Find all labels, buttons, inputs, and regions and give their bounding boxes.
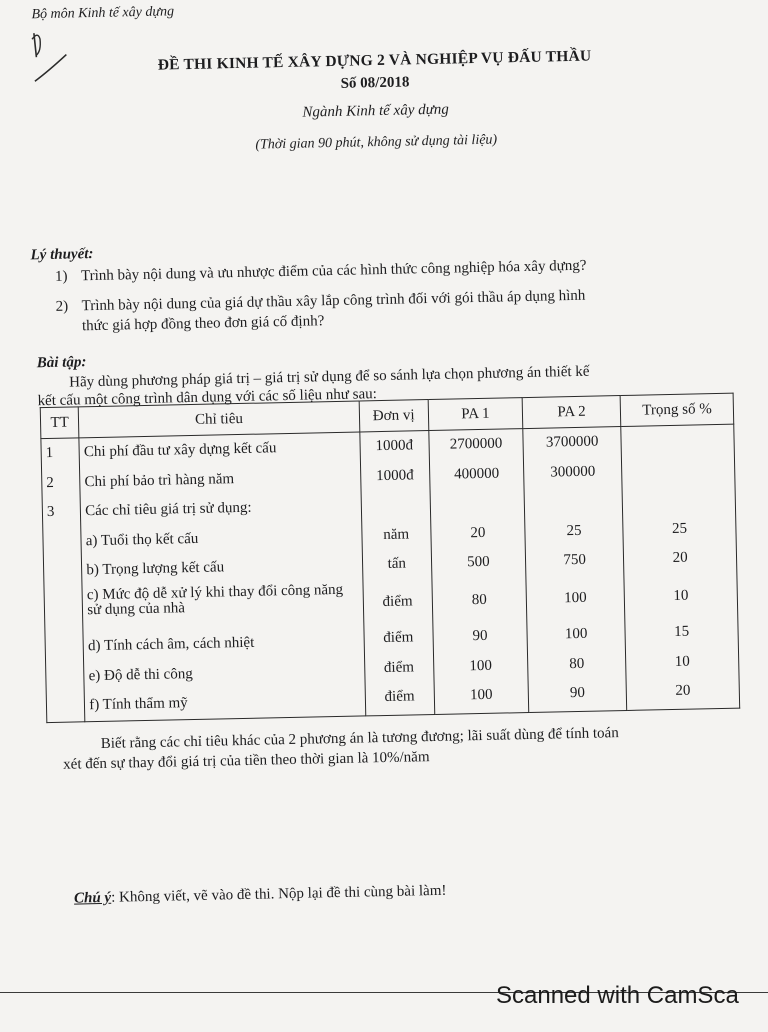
pa1-cell: 80 xyxy=(471,591,487,609)
unit-cell: 1000đ xyxy=(375,437,414,455)
pa1-cell: 20 xyxy=(470,524,486,541)
criteria-cell: c) Mức độ dễ xử lý khi thay đổi công năng sử dụng của nhà xyxy=(86,581,344,619)
exercise-intro-line-2: kết cấu một công trình dân dụng với các số liệu như sau: xyxy=(37,386,378,410)
exercise-condition-line-2: xét đến sự thay đổi giá trị của tiền theo thời gian là 10%/năm xyxy=(63,749,430,773)
weight-cell: 25 xyxy=(671,520,688,537)
pa2-cell: 80 xyxy=(569,655,585,672)
tt-cell: 1 xyxy=(45,444,54,462)
col-header-pa2: PA 2 xyxy=(522,396,621,429)
question-text: Trình bày nội dung của giá dự thầu xây lắp công trình đối với gói thầu áp dụng hình xyxy=(81,287,586,315)
weight-column xyxy=(621,424,740,710)
unit-cell: điểm xyxy=(384,688,415,706)
criteria-column xyxy=(79,432,365,722)
pa2-cell: 300000 xyxy=(550,463,596,481)
pa1-column xyxy=(429,429,529,715)
exam-major: Ngành Kinh tế xây dựng xyxy=(302,101,450,121)
criteria-cell: f) Tính thẩm mỹ xyxy=(89,695,188,714)
theory-question-2 xyxy=(55,288,585,316)
col-header-unit: Đơn vị xyxy=(359,400,429,432)
question-number: 2) xyxy=(55,298,69,315)
unit-cell: điểm xyxy=(383,658,415,676)
theory-question-2-cont: thức giá hợp đồng theo đơn giá cố định? xyxy=(81,313,325,335)
weight-cell: 20 xyxy=(672,550,688,567)
pa1-cell: 90 xyxy=(472,627,488,645)
pa1-cell: 2700000 xyxy=(449,435,503,453)
weight-cell: 20 xyxy=(675,682,691,700)
exercise-intro-line-1: Hãy dùng phương pháp giá trị – giá trị sử dụng để so sánh lựa chọn phương án thiết kế xyxy=(69,363,590,391)
theory-heading: Lý thuyết: xyxy=(30,246,94,264)
question-number: 1) xyxy=(54,268,68,285)
unit-cell: tấn xyxy=(387,555,407,573)
pa2-cell: 3700000 xyxy=(545,433,599,451)
unit-cell: điểm xyxy=(383,629,414,647)
table-body-row xyxy=(41,424,740,722)
exam-duration: (Thời gian 90 phút, không sử dụng tài liệu) xyxy=(255,132,498,153)
pa2-cell: 750 xyxy=(563,552,587,569)
question-text: Trình bày nội dung và ưu nhược điểm của các hình thức công nghiệp hóa xây dựng? xyxy=(80,257,587,285)
col-header-tt: TT xyxy=(40,407,79,439)
note-text: : Không viết, vẽ vào đề thi. Nộp lại đề thi cùng bài làm! xyxy=(110,882,447,906)
exercise-condition-line-1: Biết rằng các chỉ tiêu khác của 2 phương án là tương đương; lãi suất dùng để tính toán xyxy=(100,725,619,752)
criteria-cell: d) Tính cách âm, cách nhiệt xyxy=(87,634,255,655)
tt-cell: 2 xyxy=(46,474,54,491)
criteria-cell: a) Tuổi thọ kết cấu xyxy=(85,530,199,550)
pa2-column xyxy=(523,427,627,713)
criteria-cell: Chi phí bảo trì hàng năm xyxy=(84,470,235,490)
department-label: Bộ môn Kinh tế xây dựng xyxy=(31,4,175,23)
unit-column xyxy=(359,431,434,716)
note-label: Chú ý xyxy=(73,889,112,907)
weight-cell: 15 xyxy=(674,623,690,640)
col-header-weight: Trọng số % xyxy=(620,393,733,426)
pa2-cell: 25 xyxy=(566,522,582,539)
weight-cell: 10 xyxy=(674,653,690,670)
col-header-pa1: PA 1 xyxy=(428,398,523,431)
scanner-watermark: Scanned with CamSca xyxy=(496,982,739,1009)
pa1-cell: 500 xyxy=(467,554,490,571)
unit-cell: 1000đ xyxy=(376,466,414,484)
pa2-cell: 100 xyxy=(564,589,587,607)
criteria-cell: Chi phí đầu tư xây dựng kết cấu xyxy=(83,440,277,461)
tt-column xyxy=(41,438,85,722)
criteria-cell: e) Độ dễ thi công xyxy=(88,665,193,684)
note-line xyxy=(74,883,447,908)
tt-cell: 3 xyxy=(46,504,55,521)
theory-question-1 xyxy=(55,258,587,286)
col-header-criteria: Chỉ tiêu xyxy=(78,401,359,438)
pa1-cell: 100 xyxy=(469,686,493,704)
exam-title: ĐỀ THI KINH TẾ XÂY DỰNG 2 VÀ NGHIỆP VỤ ĐẤU THẦU xyxy=(157,47,592,74)
exercise-heading: Bài tập: xyxy=(36,354,87,372)
data-table xyxy=(40,393,740,723)
unit-cell: điểm xyxy=(382,593,413,611)
pa1-cell: 100 xyxy=(469,657,493,674)
weight-cell: 10 xyxy=(673,587,689,604)
pa2-cell: 90 xyxy=(569,684,586,702)
pa1-cell: 400000 xyxy=(453,465,500,483)
criteria-cell: b) Trọng lượng kết cấu xyxy=(86,559,225,579)
criteria-cell: Các chỉ tiêu giá trị sử dụng: xyxy=(85,499,252,520)
unit-cell: năm xyxy=(383,526,410,543)
pa2-cell: 100 xyxy=(564,625,588,643)
exam-number: Số 08/2018 xyxy=(340,74,410,92)
